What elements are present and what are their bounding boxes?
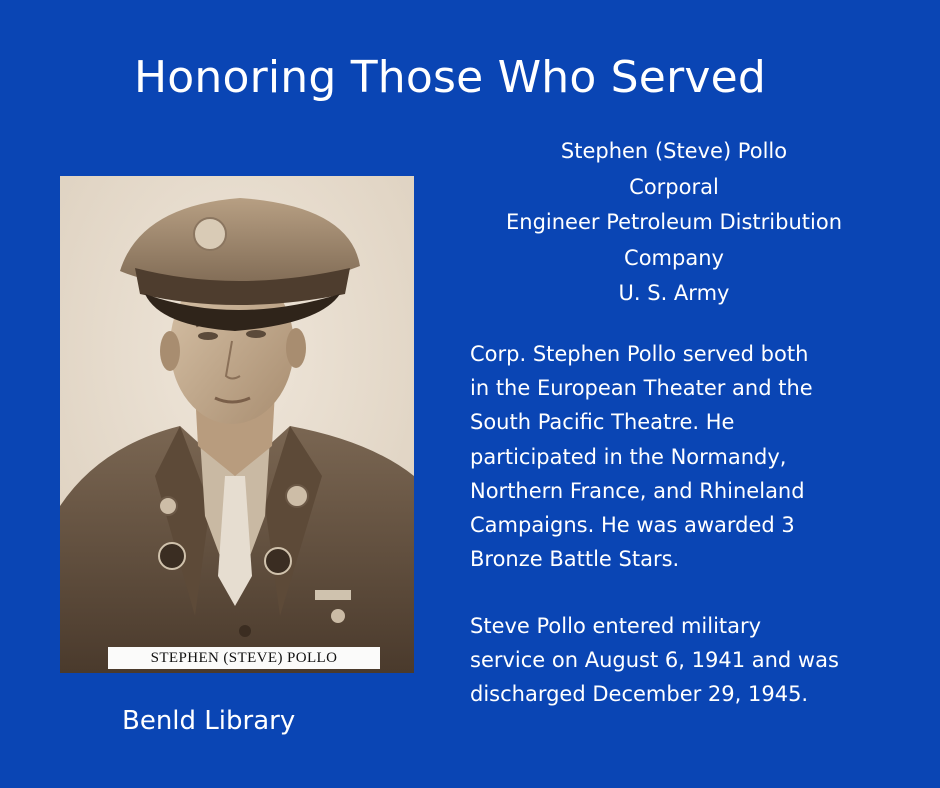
service-paragraph xyxy=(470,337,910,576)
dates-line: service on August 6, 1941 and was xyxy=(470,648,839,673)
soldier-name: Stephen (Steve) Pollo xyxy=(560,139,788,163)
service-line: Corp. Stephen Pollo served both xyxy=(470,342,809,366)
soldier-rank: Corporal xyxy=(629,174,719,199)
service-line: Campaigns. He was awarded 3 xyxy=(470,513,795,538)
dates-line: Steve Pollo entered military xyxy=(470,614,762,638)
page-title: Honoring Those Who Served xyxy=(133,52,767,103)
dates-line: discharged December 29, 1945. xyxy=(470,682,809,707)
soldier-unit-line2: Company xyxy=(624,245,724,270)
service-line: in the European Theater and the xyxy=(470,376,813,401)
library-credit: Benld Library xyxy=(122,706,296,736)
soldier-unit-line1: Engineer Petroleum Distribution xyxy=(506,210,842,234)
service-line: Northern France, and Rhineland xyxy=(470,478,805,503)
service-line: Bronze Battle Stars. xyxy=(470,547,680,572)
profile-header xyxy=(460,134,888,312)
service-line: South Pacific Theatre. He xyxy=(470,410,735,435)
portrait-illustration xyxy=(60,176,414,673)
portrait-photo xyxy=(60,176,414,673)
photo-caption: STEPHEN (STEVE) POLLO xyxy=(108,647,380,669)
dates-paragraph xyxy=(470,609,910,712)
soldier-branch: U. S. Army xyxy=(618,281,730,305)
service-line: participated in the Normandy, xyxy=(470,444,787,469)
